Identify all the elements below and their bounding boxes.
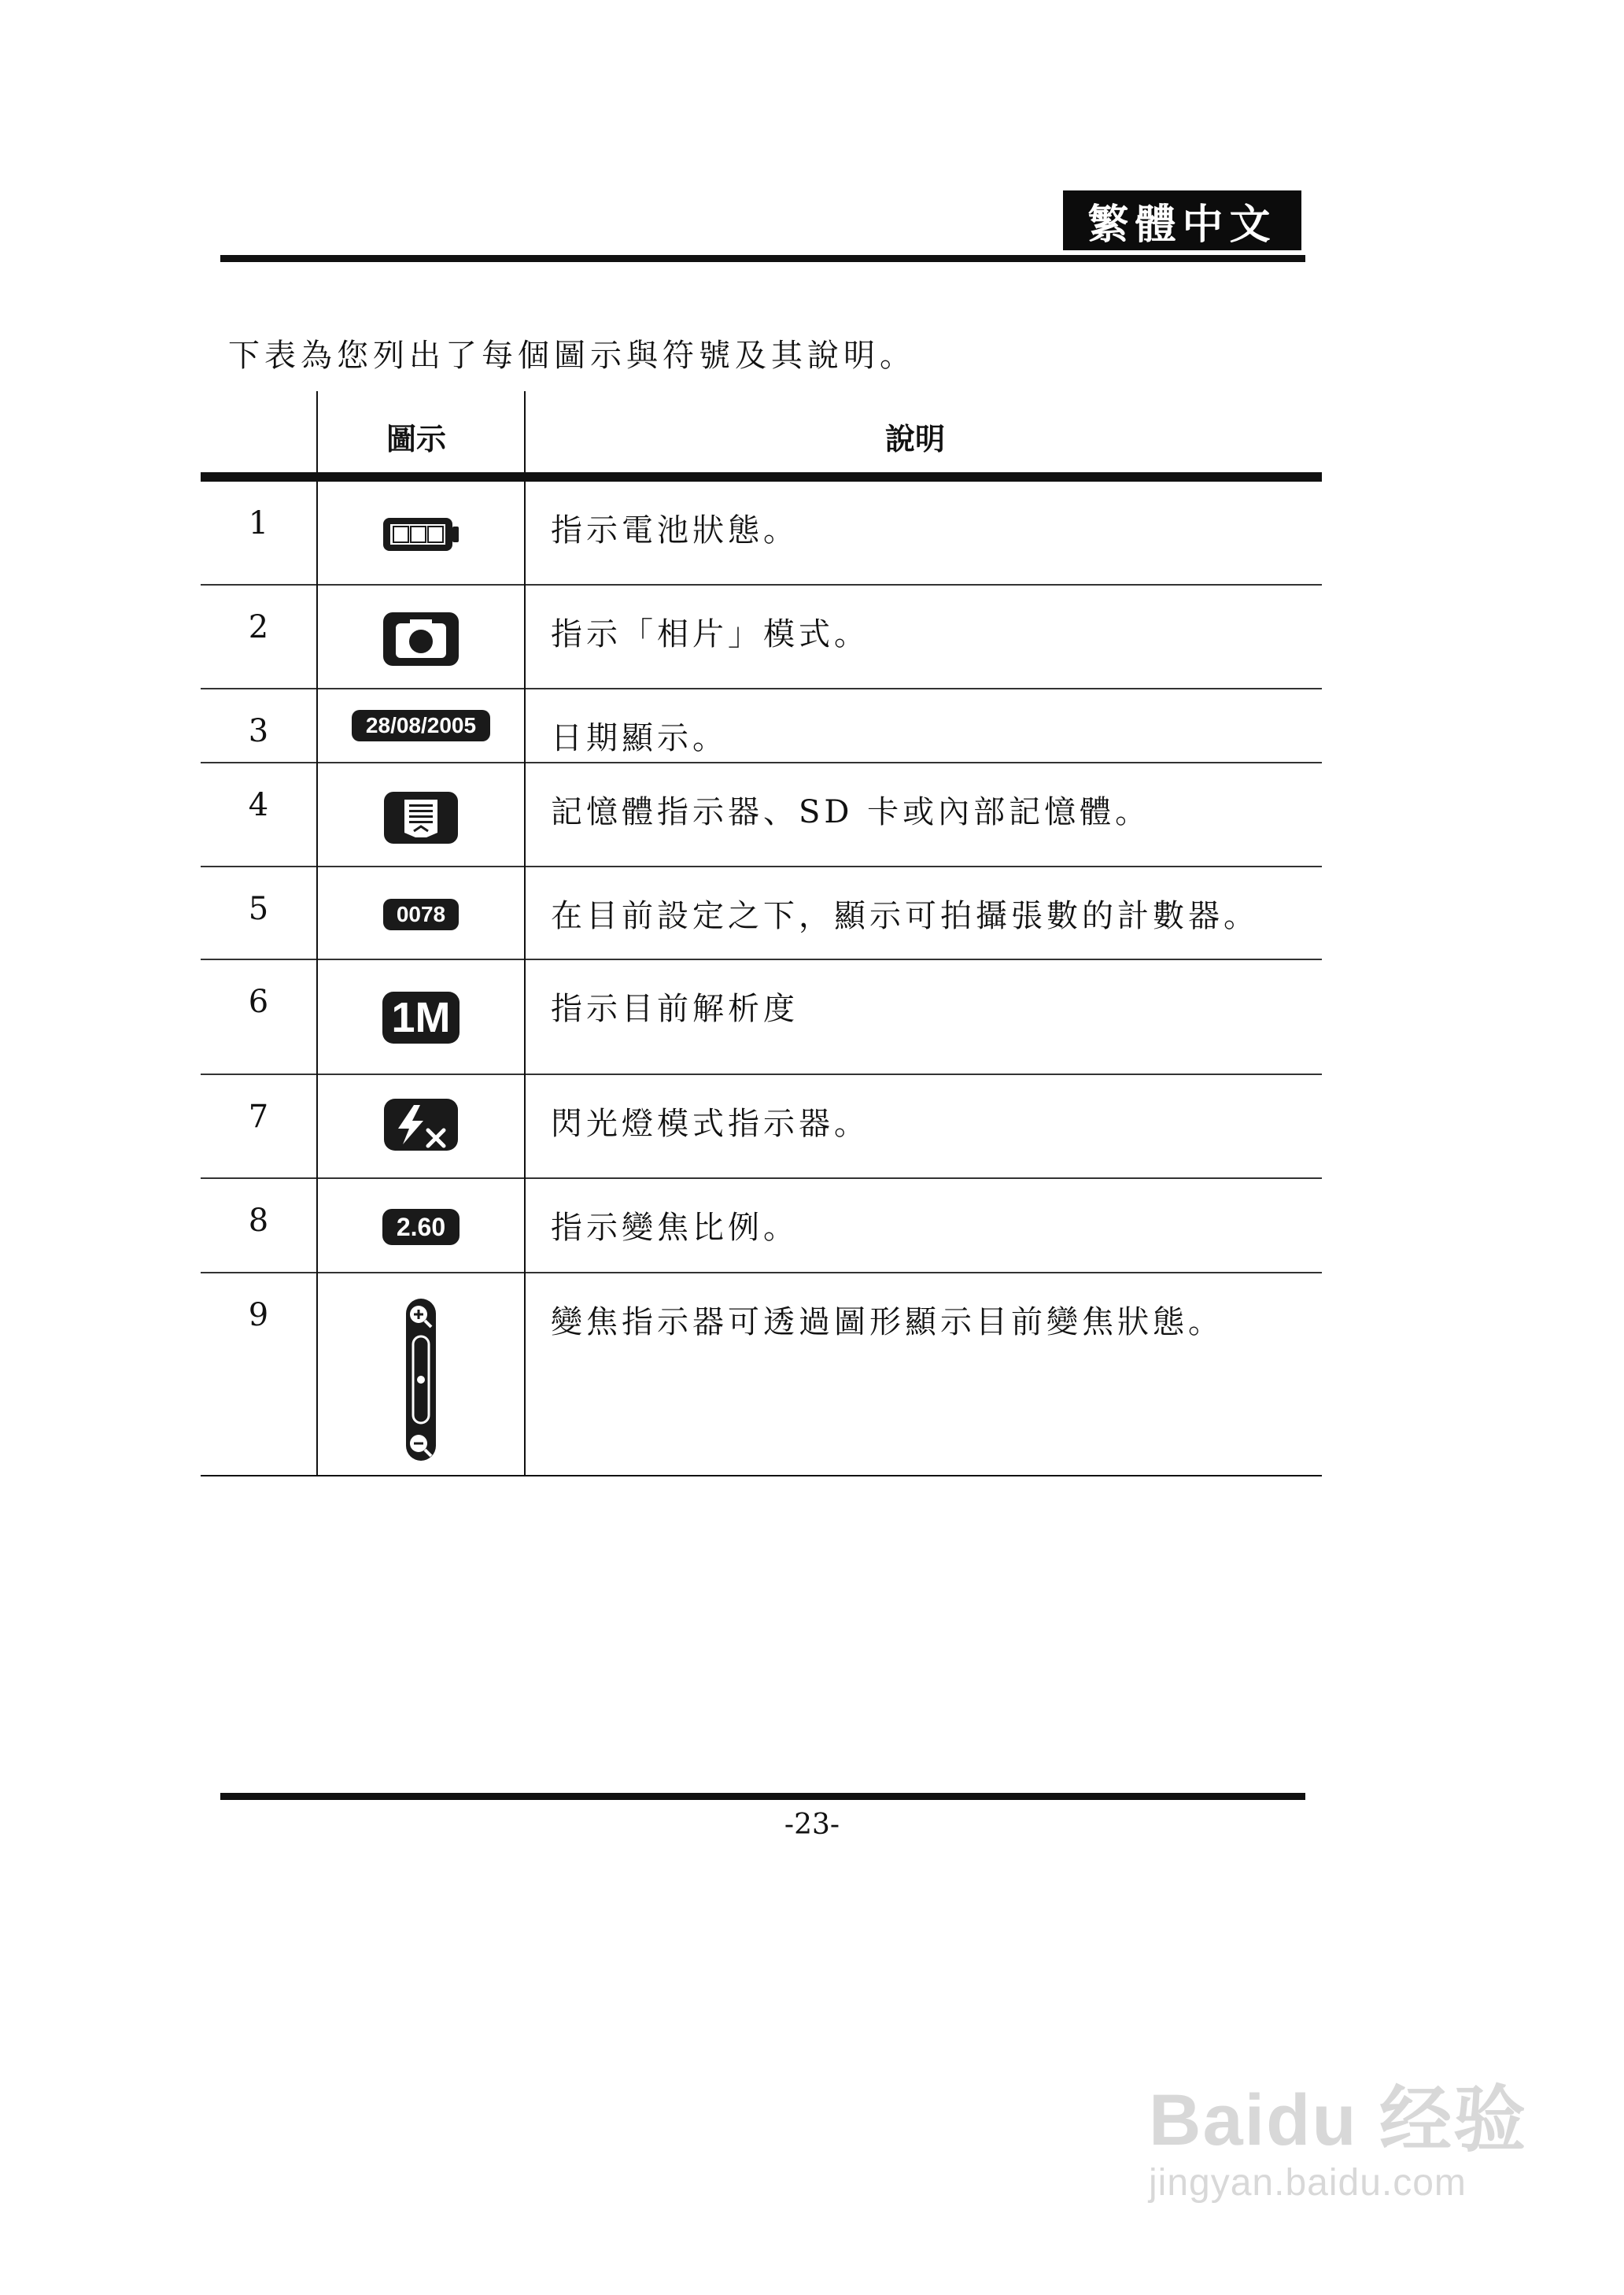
icon-cell: [318, 867, 524, 959]
icon-cell: [318, 763, 524, 866]
row-description: 指示目前解析度: [551, 991, 799, 1027]
column-header-description: 說明: [885, 422, 946, 456]
zoom-ratio-icon: 2.60: [382, 1209, 460, 1245]
row-number: 2: [248, 609, 269, 645]
table-row: [201, 867, 1322, 960]
icon-cell: [318, 689, 524, 762]
header-rule: [220, 255, 1305, 262]
page-number: -23-: [784, 1809, 840, 1841]
table-row: [201, 586, 1322, 689]
table-row: [201, 482, 1322, 586]
table-row: [201, 689, 1322, 763]
row-description: 日期顯示。: [551, 720, 728, 756]
row-number: 9: [248, 1297, 269, 1333]
table-row: [201, 1075, 1322, 1179]
table-row: [201, 763, 1322, 867]
header-divider: [201, 472, 1322, 482]
memory-card-icon: [382, 790, 460, 845]
icon-cell: [318, 482, 524, 584]
zoom-bar-icon: [404, 1297, 437, 1462]
column-header-icon: 圖示: [386, 422, 447, 456]
row-number: 1: [248, 505, 269, 541]
icon-cell: [318, 1179, 524, 1272]
row-description: 記憶體指示器、SD 卡或內部記憶體。: [551, 794, 1151, 830]
table-row: [201, 1179, 1322, 1273]
intro-text: 下表為您列出了每個圖示與符號及其說明。: [228, 338, 916, 374]
icon-cell: [318, 960, 524, 1074]
column-divider: [524, 391, 526, 1476]
row-description: 指示電池狀態。: [551, 512, 799, 549]
row-description: 在目前設定之下，顯示可拍攝張數的計數器。: [551, 898, 1259, 934]
row-number: 5: [248, 891, 269, 927]
table-row: [201, 1273, 1322, 1476]
row-number: 8: [248, 1203, 269, 1239]
battery-icon: [382, 515, 460, 554]
resolution-icon: 1M: [382, 992, 460, 1044]
language-badge: 繁體中文: [1063, 190, 1301, 250]
icon-cell: [318, 586, 524, 688]
column-divider: [316, 391, 318, 1476]
row-number: 3: [248, 713, 269, 749]
watermark-url: jingyan.baidu.com: [1149, 2162, 1467, 2204]
date-display-icon: 28/08/2005: [352, 710, 490, 741]
counter-icon: 0078: [383, 899, 459, 930]
watermark: [1149, 2062, 1527, 2204]
icon-cell: [318, 1075, 524, 1177]
row-description: 閃光燈模式指示器。: [551, 1106, 869, 1142]
table-row: [201, 960, 1322, 1075]
table-header: [201, 391, 1322, 472]
camera-icon: [382, 611, 460, 667]
watermark-logo: Baidu 经验: [1149, 2080, 1528, 2160]
row-description: 變焦指示器可透過圖形顯示目前變焦狀態。: [551, 1304, 1224, 1340]
icon-cell: [318, 1273, 524, 1475]
row-number: 6: [248, 984, 269, 1020]
row-number: 7: [248, 1099, 269, 1135]
flash-off-icon: [382, 1097, 460, 1152]
footer-rule: [220, 1793, 1305, 1800]
row-description: 指示變焦比例。: [551, 1210, 799, 1246]
row-number: 4: [248, 787, 269, 823]
row-description: 指示「相片」模式。: [551, 616, 869, 652]
